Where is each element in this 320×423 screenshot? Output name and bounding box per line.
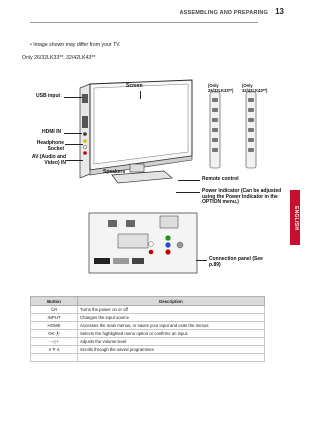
tv-illustration <box>60 78 200 186</box>
table-row <box>31 306 265 314</box>
table-cell-button: HOME <box>31 322 78 330</box>
remote-control-label: Remote control <box>202 176 239 182</box>
page-header <box>0 0 300 30</box>
tv-screen <box>94 84 188 164</box>
component-pr <box>165 249 170 254</box>
screen-leader <box>140 91 141 99</box>
hdmi-port <box>82 116 88 128</box>
table-cell-description: Adjusts the volume level <box>78 338 265 346</box>
av-yellow-port <box>83 139 87 143</box>
optical-port <box>108 220 117 227</box>
power-indicator-label: Power Indicator (Can be adjusted using the Power Indicator in the OPTION menu.) <box>202 188 282 206</box>
table-row <box>31 346 265 354</box>
connection-leader <box>196 260 207 261</box>
table-row <box>31 322 265 330</box>
table-cell-empty <box>78 354 265 362</box>
table-header-description: Description <box>78 297 265 306</box>
table-cell-description: Changes the input source <box>78 314 265 322</box>
audio-l-port <box>149 242 154 247</box>
audio-r-port <box>149 250 154 255</box>
headphone-port <box>83 132 87 136</box>
hdmi-leader <box>64 133 82 134</box>
rs232-port <box>126 220 135 227</box>
av-red-port <box>83 151 87 155</box>
stand-neck <box>130 164 144 172</box>
screen-label: Screen <box>126 83 143 89</box>
av-white-port <box>83 145 87 149</box>
only-a-label: (Only 26/32LK33**) <box>208 83 234 93</box>
section-title: ASSEMBLING AND PREPARING <box>179 10 268 16</box>
component-y <box>165 235 170 240</box>
usb-input-label: USB input <box>36 93 61 99</box>
dvi-audio-port <box>132 258 144 264</box>
table-cell-button: - ◁ + <box>31 338 78 346</box>
av-leader <box>66 160 83 161</box>
hdmi-in-label: HDMI IN <box>42 129 62 135</box>
av-in-label: AV (Audio and Video) IN <box>31 154 66 166</box>
language-tab-label: ENGLISH <box>293 205 299 231</box>
usb-port <box>82 94 88 103</box>
bullet-icon: • <box>30 42 32 48</box>
hdmi-2-port <box>113 258 129 264</box>
scart-port <box>118 234 148 248</box>
component-block <box>160 216 178 228</box>
image-note <box>30 42 121 48</box>
page-number: 13 <box>275 7 284 16</box>
table-cell-description: Accesses the main menus, or saves your input and exits the menus <box>78 322 265 330</box>
table-cell-button: ⏻/I <box>31 306 78 314</box>
table-row <box>31 330 265 338</box>
table-cell-empty <box>31 354 78 362</box>
table-cell-description: Selects the highlighted menu option or confirms an input. <box>78 330 265 338</box>
power-leader <box>176 192 200 193</box>
table-row <box>31 314 265 322</box>
table-cell-button: INPUT <box>31 314 78 322</box>
table-cell-button: ∨ P ∧ <box>31 346 78 354</box>
models-line: Only 26/32LK33**, 32/42LK43** <box>22 55 96 61</box>
hdmi-1-port <box>94 258 110 264</box>
connection-panel <box>88 212 198 274</box>
image-note-text: Image shown may differ from your TV. <box>33 42 121 48</box>
button-table <box>30 296 265 362</box>
antenna-port <box>177 242 183 248</box>
remote-leader <box>178 180 200 181</box>
headphone-leader <box>65 144 83 145</box>
table-header-button: Button <box>31 297 78 306</box>
usb-leader <box>64 97 82 98</box>
headphone-socket-label: Headphone Socket <box>36 140 64 152</box>
only-b-label: (Only 32/42LK43**) <box>242 83 268 93</box>
table-cell-description: Scrolls through the saved programmes <box>78 346 265 354</box>
side-controls <box>204 90 276 174</box>
connection-panel-label: Connection panel (See p.89) <box>209 256 263 268</box>
component-pb <box>165 242 170 247</box>
table-cell-description: Turns the power on or off <box>78 306 265 314</box>
table-row <box>31 338 265 346</box>
table-row-empty <box>31 354 265 362</box>
speakers-label: Speakers <box>103 169 126 175</box>
header-rule <box>30 22 258 23</box>
table-cell-button: OK ⦿ <box>31 330 78 338</box>
table-header-row <box>31 297 265 306</box>
